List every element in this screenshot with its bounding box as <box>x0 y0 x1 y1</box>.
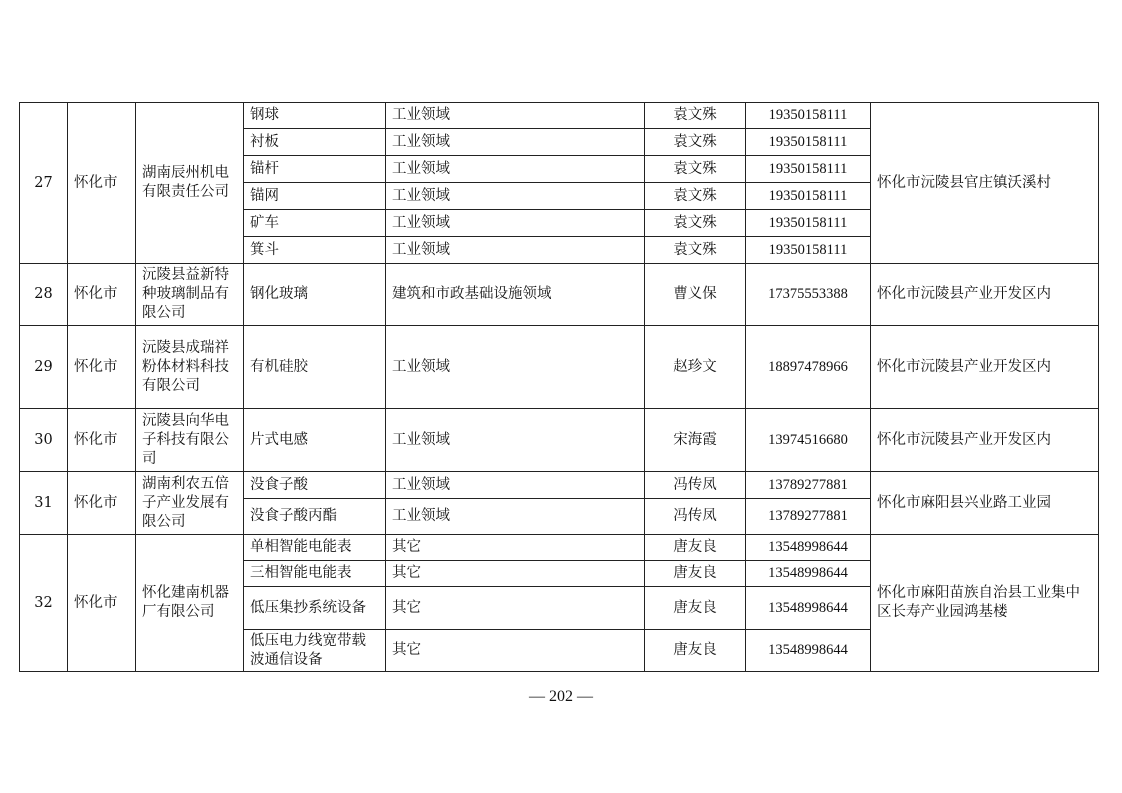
row-number: 29 <box>20 326 68 409</box>
product-cell: 低压电力线宽带载波通信设备 <box>244 630 386 672</box>
city-cell: 怀化市 <box>68 409 136 472</box>
contact-cell: 袁文殊 <box>645 237 746 264</box>
field-cell: 建筑和市政基础设施领域 <box>386 264 645 326</box>
city-cell: 怀化市 <box>68 103 136 264</box>
contact-cell: 袁文殊 <box>645 156 746 183</box>
phone-cell: 19350158111 <box>746 183 871 210</box>
field-cell: 工业领域 <box>386 237 645 264</box>
field-cell: 工业领域 <box>386 472 645 499</box>
product-cell: 钢球 <box>244 103 386 129</box>
product-cell: 没食子酸 <box>244 472 386 499</box>
company-cell: 沅陵县向华电子科技有限公司 <box>136 409 244 472</box>
row-number: 28 <box>20 264 68 326</box>
field-cell: 工业领域 <box>386 156 645 183</box>
city-cell: 怀化市 <box>68 535 136 672</box>
contact-cell: 唐友良 <box>645 535 746 561</box>
address-cell: 怀化市麻阳苗族自治县工业集中区长寿产业园鸿基楼 <box>871 535 1099 672</box>
table-row <box>20 409 1099 472</box>
address-cell: 怀化市沅陵县产业开发区内 <box>871 409 1099 472</box>
product-cell: 片式电感 <box>244 409 386 472</box>
row-number: 32 <box>20 535 68 672</box>
phone-cell: 13974516680 <box>746 409 871 472</box>
product-cell: 锚网 <box>244 183 386 210</box>
table-row <box>20 326 1099 409</box>
address-cell: 怀化市沅陵县官庄镇沃溪村 <box>871 103 1099 264</box>
contact-cell: 袁文殊 <box>645 183 746 210</box>
contact-cell: 袁文殊 <box>645 129 746 156</box>
company-cell: 沅陵县成瑞祥粉体材料科技有限公司 <box>136 326 244 409</box>
field-cell: 工业领域 <box>386 326 645 409</box>
phone-cell: 19350158111 <box>746 129 871 156</box>
company-cell: 湖南辰州机电有限责任公司 <box>136 103 244 264</box>
field-cell: 工业领域 <box>386 183 645 210</box>
product-cell: 没食子酸丙酯 <box>244 499 386 535</box>
field-cell: 工业领域 <box>386 409 645 472</box>
phone-cell: 18897478966 <box>746 326 871 409</box>
enterprise-table <box>19 102 1099 672</box>
row-number: 30 <box>20 409 68 472</box>
product-cell: 锚杆 <box>244 156 386 183</box>
field-cell: 其它 <box>386 561 645 587</box>
phone-cell: 13548998644 <box>746 630 871 672</box>
table-body <box>20 103 1099 672</box>
product-cell: 箕斗 <box>244 237 386 264</box>
phone-cell: 19350158111 <box>746 103 871 129</box>
address-cell: 怀化市麻阳县兴业路工业园 <box>871 472 1099 535</box>
product-cell: 有机硅胶 <box>244 326 386 409</box>
city-cell: 怀化市 <box>68 472 136 535</box>
contact-cell: 冯传凤 <box>645 472 746 499</box>
address-cell: 怀化市沅陵县产业开发区内 <box>871 264 1099 326</box>
contact-cell: 唐友良 <box>645 561 746 587</box>
field-cell: 其它 <box>386 587 645 630</box>
phone-cell: 19350158111 <box>746 156 871 183</box>
contact-cell: 唐友良 <box>645 630 746 672</box>
company-cell: 怀化建南机器厂有限公司 <box>136 535 244 672</box>
table-row <box>20 103 1099 129</box>
phone-cell: 13548998644 <box>746 587 871 630</box>
contact-cell: 宋海霞 <box>645 409 746 472</box>
city-cell: 怀化市 <box>68 326 136 409</box>
phone-cell: 13548998644 <box>746 561 871 587</box>
product-cell: 钢化玻璃 <box>244 264 386 326</box>
contact-cell: 冯传凤 <box>645 499 746 535</box>
product-cell: 单相智能电能表 <box>244 535 386 561</box>
field-cell: 工业领域 <box>386 499 645 535</box>
contact-cell: 唐友良 <box>645 587 746 630</box>
field-cell: 其它 <box>386 535 645 561</box>
phone-cell: 13548998644 <box>746 535 871 561</box>
product-cell: 衬板 <box>244 129 386 156</box>
table-row <box>20 264 1099 326</box>
field-cell: 工业领域 <box>386 103 645 129</box>
phone-cell: 19350158111 <box>746 237 871 264</box>
field-cell: 其它 <box>386 630 645 672</box>
address-cell: 怀化市沅陵县产业开发区内 <box>871 326 1099 409</box>
phone-cell: 13789277881 <box>746 499 871 535</box>
contact-cell: 袁文殊 <box>645 210 746 237</box>
contact-cell: 袁文殊 <box>645 103 746 129</box>
product-cell: 矿车 <box>244 210 386 237</box>
contact-cell: 赵珍文 <box>645 326 746 409</box>
row-number: 31 <box>20 472 68 535</box>
table-row <box>20 535 1099 561</box>
row-number: 27 <box>20 103 68 264</box>
company-cell: 沅陵县益新特种玻璃制品有限公司 <box>136 264 244 326</box>
page-number: — 202 — <box>529 688 593 705</box>
phone-cell: 17375553388 <box>746 264 871 326</box>
table-row <box>20 472 1099 499</box>
product-cell: 低压集抄系统设备 <box>244 587 386 630</box>
field-cell: 工业领域 <box>386 210 645 237</box>
city-cell: 怀化市 <box>68 264 136 326</box>
phone-cell: 19350158111 <box>746 210 871 237</box>
phone-cell: 13789277881 <box>746 472 871 499</box>
company-cell: 湖南利农五倍子产业发展有限公司 <box>136 472 244 535</box>
product-cell: 三相智能电能表 <box>244 561 386 587</box>
field-cell: 工业领域 <box>386 129 645 156</box>
contact-cell: 曹义保 <box>645 264 746 326</box>
